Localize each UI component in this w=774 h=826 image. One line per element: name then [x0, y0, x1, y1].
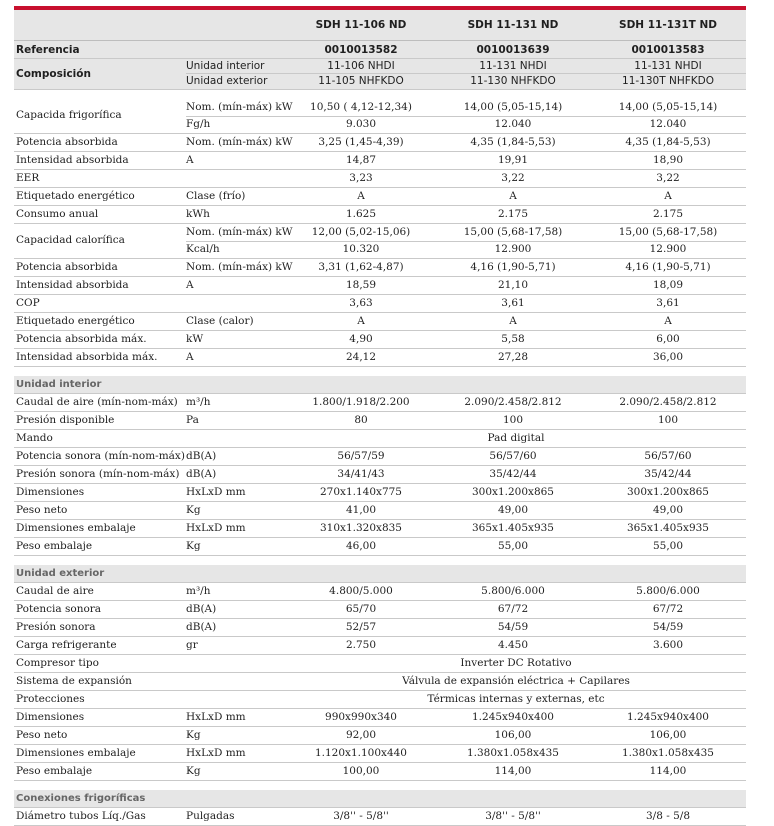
- row-label: Potencia absorbida máx.: [16, 333, 147, 345]
- unit: HxLxD mm: [186, 747, 246, 759]
- unit: A: [186, 279, 194, 291]
- value-3: 12.040: [649, 118, 687, 130]
- value-2: 0010013639: [476, 44, 550, 56]
- value-1: 1.800/1.918/2.200: [312, 396, 410, 408]
- spec-row: [14, 655, 746, 673]
- value-2: 54/59: [497, 621, 529, 633]
- model-name-1: SDH 11-106 ND: [315, 19, 407, 31]
- unit: kWh: [186, 208, 210, 220]
- value-1: 9.030: [345, 118, 377, 130]
- value-3: 3.600: [652, 639, 684, 651]
- spec-row: [14, 295, 746, 313]
- spec-row: [14, 673, 746, 691]
- spacer: [14, 367, 746, 376]
- spec-row: [14, 502, 746, 520]
- sub-divider: [186, 116, 746, 117]
- spec-row: [14, 188, 746, 206]
- value-2: A: [509, 315, 517, 327]
- unit: A: [186, 351, 194, 363]
- section-unidad-exterior: [14, 565, 746, 583]
- value-3: 2.175: [652, 208, 684, 220]
- unit: HxLxD mm: [186, 711, 246, 723]
- spec-row: [14, 430, 746, 448]
- value-1: 4.800/5.000: [329, 585, 393, 597]
- value-3: 300x1.200x865: [627, 486, 709, 498]
- row-label: Presión sonora (mín-nom-máx): [16, 468, 180, 480]
- value-2: 11-130 NHFKDO: [470, 75, 556, 87]
- value-1: 270x1.140x775: [320, 486, 402, 498]
- value-2: 106,00: [494, 729, 532, 741]
- value-3: A: [664, 190, 672, 202]
- value-2: 11-131 NHDI: [479, 60, 547, 72]
- value-3: 106,00: [649, 729, 687, 741]
- spec-row: [14, 134, 746, 152]
- value-2: 14,00 (5,05-15,14): [463, 101, 563, 113]
- spec-row: [14, 313, 746, 331]
- value-1: 3,23: [349, 172, 373, 184]
- value-1: 80: [354, 414, 368, 426]
- value-2: 114,00: [494, 765, 532, 777]
- row-label: Peso neto: [16, 504, 68, 516]
- value-1: 65/70: [345, 603, 377, 615]
- value-2: 4.450: [497, 639, 529, 651]
- unit: Pulgadas: [186, 810, 235, 822]
- unit: gr: [186, 639, 198, 651]
- unit: Fg/h: [186, 118, 211, 130]
- row-label: Carga refrigerante: [16, 639, 117, 651]
- value-3: 3,22: [656, 172, 680, 184]
- row-label: Compresor tipo: [16, 657, 99, 669]
- merged-value: Pad digital: [487, 432, 545, 444]
- row-label: Dimensiones embalaje: [16, 522, 136, 534]
- interior-rows: [14, 394, 746, 556]
- section-title: Unidad interior: [16, 379, 102, 390]
- row-label: Potencia sonora: [16, 603, 102, 615]
- value-1: 4,90: [349, 333, 373, 345]
- value-3: A: [664, 315, 672, 327]
- value-1: 11-106 NHDI: [327, 60, 395, 72]
- value-1: 52/57: [345, 621, 377, 633]
- value-3: 49,00: [652, 504, 684, 516]
- value-2: 2.175: [497, 208, 529, 220]
- value-3: 6,00: [656, 333, 680, 345]
- spec-row: [14, 152, 746, 170]
- unit: HxLxD mm: [186, 486, 246, 498]
- row-label: Potencia absorbida: [16, 261, 118, 273]
- merged-value: Inverter DC Rotativo: [460, 657, 572, 669]
- unit: Kg: [186, 729, 201, 741]
- value-2: 67/72: [497, 603, 529, 615]
- value-2: 365x1.405x935: [472, 522, 554, 534]
- spec-row: [14, 259, 746, 277]
- spec-row: [14, 412, 746, 430]
- row-label: Presión disponible: [16, 414, 115, 426]
- unit: Kg: [186, 504, 201, 516]
- value-2: 3/8'' - 5/8'': [485, 810, 541, 822]
- section-title: Conexiones frigoríficas: [16, 793, 146, 804]
- spec-row: [14, 745, 746, 763]
- unit: Kg: [186, 765, 201, 777]
- general-rows-b: [14, 259, 746, 367]
- exterior-rows: [14, 583, 746, 781]
- value-2: 3,61: [501, 297, 525, 309]
- value-2: 49,00: [497, 504, 529, 516]
- row-label: Peso embalaje: [16, 765, 93, 777]
- value-3: 114,00: [649, 765, 687, 777]
- unit: m³/h: [186, 585, 211, 597]
- referencia-row: [14, 41, 746, 59]
- row-label: Caudal de aire (mín-nom-máx): [16, 396, 178, 408]
- row-label: Dimensiones: [16, 711, 85, 723]
- value-2: 3,22: [501, 172, 525, 184]
- value-1: 24,12: [345, 351, 377, 363]
- value-3: 5.800/6.000: [636, 585, 700, 597]
- spec-row: [14, 277, 746, 295]
- value-2: 12.900: [494, 243, 532, 255]
- unit: Nom. (mín-máx) kW: [186, 261, 293, 273]
- spec-row: [14, 637, 746, 655]
- unit: Nom. (mín-máx) kW: [186, 101, 293, 113]
- row-label: Etiquetado energético: [16, 315, 135, 327]
- value-1: 11-105 NHFKDO: [318, 75, 404, 87]
- row-label: COP: [16, 297, 40, 309]
- unit: dB(A): [186, 450, 217, 462]
- spec-row: [14, 331, 746, 349]
- value-2: 1.245x940x400: [472, 711, 554, 723]
- value-1: 10.320: [342, 243, 380, 255]
- value-3: 14,00 (5,05-15,14): [618, 101, 718, 113]
- value-3: 11-130T NHFKDO: [622, 75, 714, 87]
- unit: Clase (frío): [186, 190, 246, 202]
- value-1: 3,31 (1,62-4,87): [318, 261, 404, 273]
- value-2: A: [509, 190, 517, 202]
- value-3: 35/42/44: [644, 468, 692, 480]
- spec-row: [14, 520, 746, 538]
- value-3: 15,00 (5,68-17,58): [618, 226, 718, 238]
- value-3: 4,35 (1,84-5,53): [625, 136, 711, 148]
- value-1: 10,50 ( 4,12-12,34): [310, 101, 412, 113]
- value-1: 1.120x1.100x440: [314, 747, 407, 759]
- row-label: Peso embalaje: [16, 540, 93, 552]
- value-3: 12.900: [649, 243, 687, 255]
- spacer: [14, 781, 746, 790]
- row-label: Potencia absorbida: [16, 136, 118, 148]
- row-label: Composición: [16, 68, 91, 80]
- value-1: 34/41/43: [337, 468, 385, 480]
- row-label: Capacida frigorífica: [16, 109, 122, 121]
- value-1: 990x990x340: [325, 711, 397, 723]
- value-2: 56/57/60: [489, 450, 537, 462]
- spec-row: [14, 691, 746, 709]
- value-3: 4,16 (1,90-5,71): [625, 261, 711, 273]
- value-3: 0010013583: [631, 44, 705, 56]
- value-1: 41,00: [345, 504, 377, 516]
- row-label: Intensidad absorbida: [16, 154, 129, 166]
- value-3: 3,61: [656, 297, 680, 309]
- capacidad-frigorifica-row: [14, 99, 746, 134]
- value-1: 1.625: [345, 208, 377, 220]
- row-label: Diámetro tubos Líq./Gas: [16, 810, 146, 822]
- spec-row: [14, 808, 746, 826]
- value-3: 1.380x1.058x435: [621, 747, 714, 759]
- value-1: A: [357, 315, 365, 327]
- spec-row: [14, 466, 746, 484]
- value-3: 18,09: [652, 279, 684, 291]
- spec-row: [14, 349, 746, 367]
- value-1: 14,87: [345, 154, 377, 166]
- unit: Pa: [186, 414, 199, 426]
- value-2: 1.380x1.058x435: [466, 747, 559, 759]
- model-name-2: SDH 11-131 ND: [467, 19, 559, 31]
- unit: Unidad exterior: [186, 75, 268, 87]
- row-label: Sistema de expansión: [16, 675, 132, 687]
- value-1: 0010013582: [324, 44, 398, 56]
- value-2: 300x1.200x865: [472, 486, 554, 498]
- value-1: 3,63: [349, 297, 373, 309]
- general-specs: [14, 99, 746, 367]
- spec-row: [14, 484, 746, 502]
- value-3: 3/8 - 5/8: [645, 810, 691, 822]
- value-2: 15,00 (5,68-17,58): [463, 226, 563, 238]
- value-1: 2.750: [345, 639, 377, 651]
- value-2: 5.800/6.000: [481, 585, 545, 597]
- value-3: 36,00: [652, 351, 684, 363]
- composicion-row: [14, 59, 746, 90]
- value-2: 100: [502, 414, 524, 426]
- section-conexiones-frigorificas: [14, 790, 746, 808]
- value-3: 54/59: [652, 621, 684, 633]
- unit: Kcal/h: [186, 243, 220, 255]
- unit: Unidad interior: [186, 60, 265, 72]
- spec-row: [14, 448, 746, 466]
- unit: Clase (calor): [186, 315, 254, 327]
- model-name-3: SDH 11-131T ND: [619, 19, 717, 31]
- unit: A: [186, 154, 194, 166]
- model-header: [14, 10, 746, 41]
- value-1: 12,00 (5,02-15,06): [311, 226, 411, 238]
- spacer: [14, 90, 746, 99]
- value-3: 67/72: [652, 603, 684, 615]
- row-label: Protecciones: [16, 693, 85, 705]
- unit: Nom. (mín-máx) kW: [186, 226, 293, 238]
- value-2: 21,10: [497, 279, 529, 291]
- spec-row: [14, 538, 746, 556]
- spec-row: [14, 727, 746, 745]
- value-2: 55,00: [497, 540, 529, 552]
- spec-row: [14, 394, 746, 412]
- value-2: 19,91: [497, 154, 529, 166]
- value-2: 4,16 (1,90-5,71): [470, 261, 556, 273]
- row-label: Mando: [16, 432, 53, 444]
- section-unidad-interior: [14, 376, 746, 394]
- row-label: Dimensiones: [16, 486, 85, 498]
- unit: Nom. (mín-máx) kW: [186, 136, 293, 148]
- value-1: 56/57/59: [337, 450, 385, 462]
- row-label: Presión sonora: [16, 621, 96, 633]
- value-3: 100: [657, 414, 679, 426]
- spec-row: [14, 763, 746, 781]
- value-1: 3/8'' - 5/8'': [333, 810, 389, 822]
- unit: dB(A): [186, 468, 217, 480]
- value-3: 2.090/2.458/2.812: [619, 396, 717, 408]
- row-label: EER: [16, 172, 40, 184]
- merged-value: Válvula de expansión eléctrica + Capilares: [402, 675, 630, 687]
- spec-row: [14, 170, 746, 188]
- value-2: 4,35 (1,84-5,53): [470, 136, 556, 148]
- general-rows-a: [14, 134, 746, 224]
- value-3: 1.245x940x400: [627, 711, 709, 723]
- value-1: 18,59: [345, 279, 377, 291]
- row-label: Capacidad calorífica: [16, 234, 125, 246]
- value-3: 56/57/60: [644, 450, 692, 462]
- value-1: A: [357, 190, 365, 202]
- unit: dB(A): [186, 603, 217, 615]
- row-label: Potencia sonora (mín-nom-máx): [16, 450, 185, 462]
- value-3: 365x1.405x935: [627, 522, 709, 534]
- spacer: [14, 556, 746, 565]
- unit: Kg: [186, 540, 201, 552]
- unit: m³/h: [186, 396, 211, 408]
- row-label: Referencia: [16, 44, 80, 56]
- row-label: Caudal de aire: [16, 585, 94, 597]
- row-label: Dimensiones embalaje: [16, 747, 136, 759]
- unit: HxLxD mm: [186, 522, 246, 534]
- value-3: 11-131 NHDI: [634, 60, 702, 72]
- value-2: 12.040: [494, 118, 532, 130]
- value-1: 46,00: [345, 540, 377, 552]
- unit: dB(A): [186, 621, 217, 633]
- row-label: Intensidad absorbida: [16, 279, 129, 291]
- spec-sheet: [14, 6, 746, 826]
- merged-value: Térmicas internas y externas, etc: [427, 693, 605, 705]
- value-2: 5,58: [501, 333, 525, 345]
- conexiones-rows: [14, 808, 746, 826]
- row-label: Intensidad absorbida máx.: [16, 351, 158, 363]
- value-2: 2.090/2.458/2.812: [464, 396, 562, 408]
- spec-row: [14, 601, 746, 619]
- value-1: 100,00: [342, 765, 380, 777]
- row-label: Peso neto: [16, 729, 68, 741]
- unit: kW: [186, 333, 204, 345]
- section-title: Unidad exterior: [16, 568, 105, 579]
- spec-row: [14, 583, 746, 601]
- value-1: 310x1.320x835: [320, 522, 402, 534]
- value-1: 3,25 (1,45-4,39): [318, 136, 404, 148]
- capacidad-calorifica-row: [14, 224, 746, 259]
- value-2: 27,28: [497, 351, 529, 363]
- value-2: 35/42/44: [489, 468, 537, 480]
- spec-row: [14, 206, 746, 224]
- spec-row: [14, 709, 746, 727]
- value-3: 55,00: [652, 540, 684, 552]
- spec-row: [14, 619, 746, 637]
- value-1: 92,00: [345, 729, 377, 741]
- sub-divider: [186, 73, 746, 74]
- sub-divider: [186, 241, 746, 242]
- row-label: Consumo anual: [16, 208, 99, 220]
- value-3: 18,90: [652, 154, 684, 166]
- row-label: Etiquetado energético: [16, 190, 135, 202]
